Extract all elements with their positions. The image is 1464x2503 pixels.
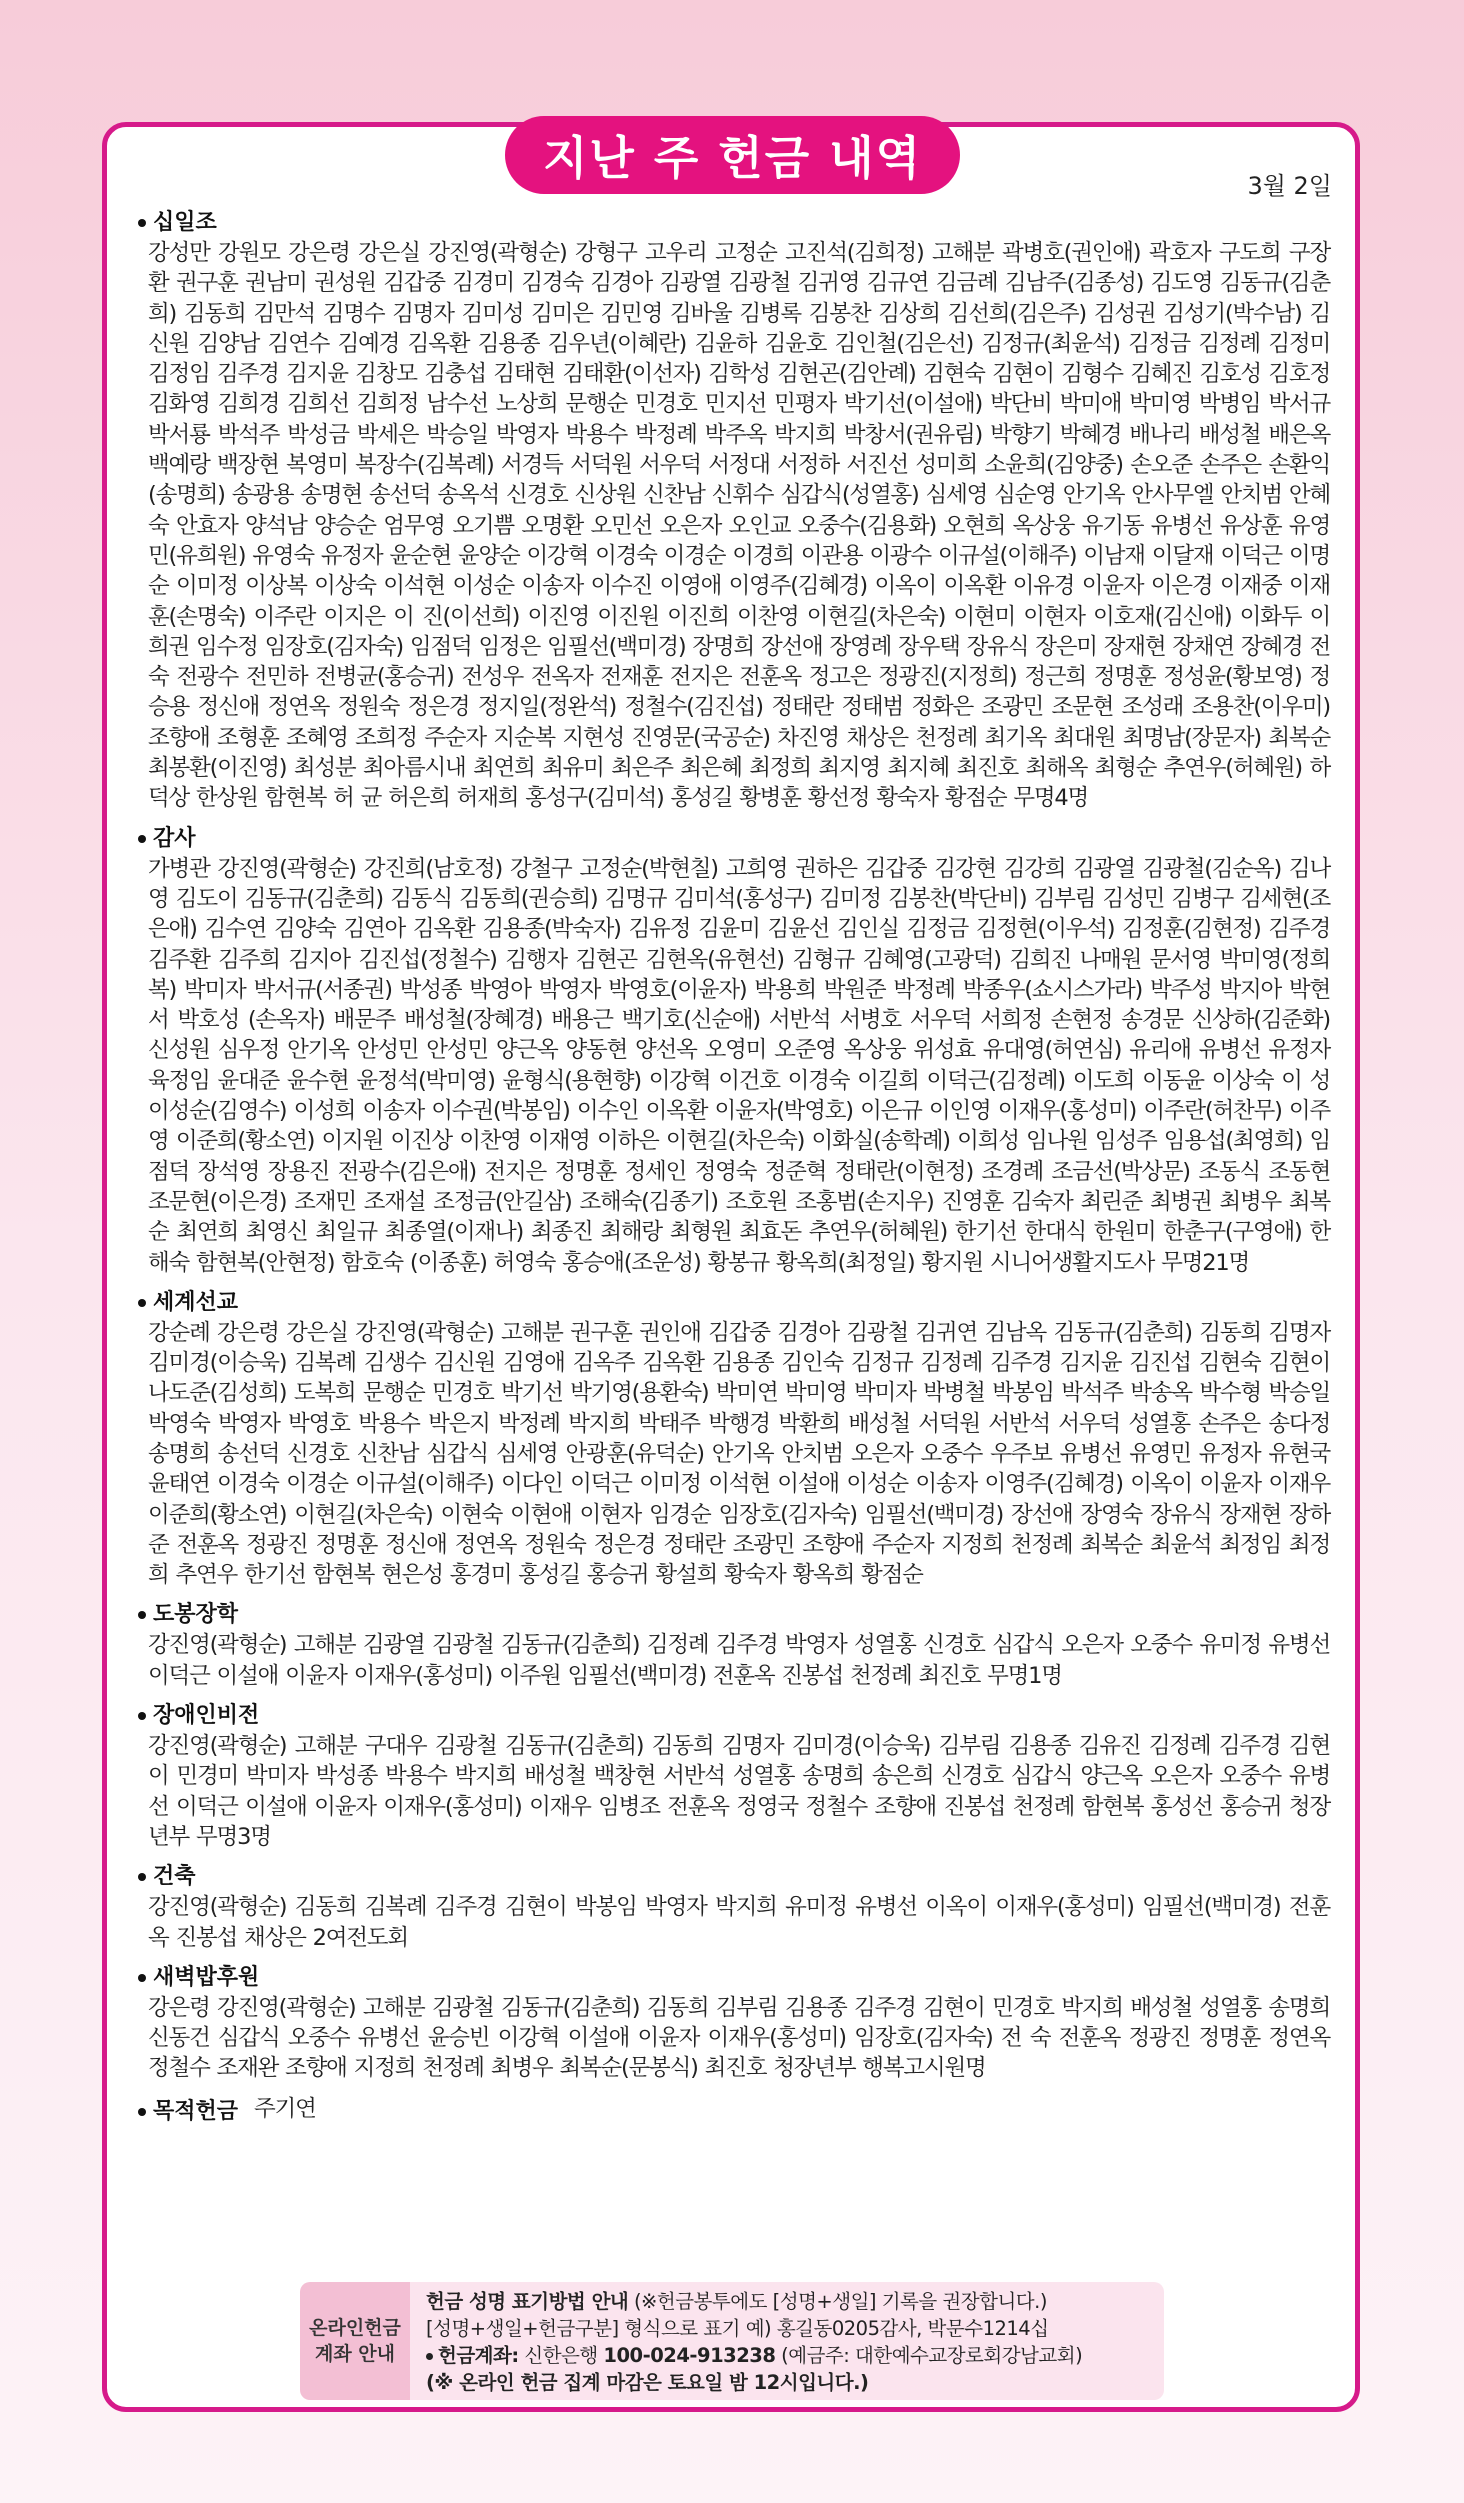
section-world-mission bbox=[138, 1288, 1330, 1591]
notice-line-1: 헌금 성명 표기방법 안내 (※헌금봉투에도 [성명+생일] 기록을 권장합니다.) bbox=[426, 2290, 1047, 2313]
bullet-icon bbox=[138, 1974, 146, 1982]
section-names: 강진영(곽형순) 김동희 김복례 김주경 김현이 박봉임 박영자 박지희 유미정 유병선 이옥이 이재우(홍성미) 임필선(백미경) 전훈옥 진봉섭 채상은 2여전도회 bbox=[148, 1894, 1330, 1951]
date-label: 3월 2일 bbox=[1247, 172, 1332, 200]
section-purpose-offering bbox=[138, 2094, 1330, 2127]
section-dawn-meal-support bbox=[138, 1963, 1330, 2084]
notice-body bbox=[410, 2282, 1164, 2400]
bullet-icon bbox=[138, 835, 146, 843]
section-title: 감사 bbox=[153, 825, 196, 851]
section-names: 강성만 강원모 강은령 강은실 강진영(곽형순) 강형구 고우리 고정순 고진석(김희정) 고해분 곽병호(권인애) 곽호자 구도희 구장환 권구훈 권남미 권성원 김갑중 김경미 김경숙 김경아 김광열 김광철 김귀영 김규연 김금례 김남주(김종성) 김도영 김동규(김춘희) 김동희 김만석 김명수 김명자 김미성 김미은 김민영 김바울 김병록 김봉찬 김상희 김선희(김은주) 김성권 김성기(박수남) 김신원 김양남 김연수 김예경 김옥환 김용종 김우년(이혜란) 김윤하 김윤호 김인철(김은선) 김정규(최윤석) 김정금 김정례 김정미 김정임 김주경 김지윤 김창모 김충섭 김태현 김태환(이선자) 김학성 김현곤(김안례) 김현숙 김현이 김형수 김혜진 김호성 김호정 김화영 김희경 김희선 김희정 남수선 노상희 문행순 민경호 민지선 민평자 박기선(이설애) 박단비 박미애 박미영 박병임 박서규 박서룡 박석주 박성금 박세은 박승일 박영자 박용수 박정례 박주옥 박지희 박창서(권유림) 박향기 박혜경 배나리 배성철 배은옥 백예랑 백장현 복영미 복장수(김복례) 서경득 서덕원 서우덕 서정대 서정하 서진선 성미희 소윤희(김양중) 손오준 손주은 손환익(송명희) 송광용 송명현 송선덕 송옥석 신경호 신상원 신찬남 신휘수 심갑식(성열홍) 심세영 심순영 안기옥 안사무엘 안치범 안혜숙 안효자 양석남 양승순 엄무영 오기쁨 오명환 오민선 오은자 오인교 오중수(김용화) 오현희 옥상웅 유기동 유병선 유상훈 유영민(유희원) 유영숙 유정자 윤순현 윤양순 이강혁 이경숙 이경순 이경희 이관용 이광수 이규설(이해주) 이남재 이달재 이덕근 이명순 이미정 이상복 이상숙 이석현 이성순 이송자 이수진 이영애 이영주(김혜경) 이옥이 이옥환 이유경 이윤자 이은경 이재중 이재훈(손명숙) 이주란 이지은 이 진(이선희) 이진영 이진원 이진희 이찬영 이현길(차은숙) 이현미 이현자 이호재(김신애) 이화두 이희권 임수정 임장호(김자숙) 임점덕 임정은 임필선(백미경) 장명희 장선애 장영례 장우택 장유식 장은미 장재현 장채연 장혜경 전 숙 전광수 전민하 전병균(홍승귀) 전성우 전옥자 전재훈 전지은 전훈옥 정고은 정광진(지정희) 정근희 정명훈 정성윤(황보영) 정승용 정신애 정연옥 정원숙 정은경 정지일(정완석) 정철수(김진섭) 정태란 정태범 정화은 조광민 조문현 조성래 조용찬(이우미) 조향애 조형훈 조혜영 조희정 주순자 지순복 지현성 진영문(국공순) 차진영 채상은 천정례 최기옥 최대원 최명남(장문자) 최복순 최봉환(이진영) 최성분 최아름시내 최연희 최유미 최은주 최은혜 최정희 최지영 최지혜 최진호 최해옥 최형순 추연우(허혜원) 하덕상 한상원 함현복 허 균 허은희 허재희 홍성구(김미석) 홍성길 황병훈 황선정 황숙자 황점순 무명4명 bbox=[148, 240, 1330, 812]
page-title: 지난 주 헌금 내역 bbox=[505, 116, 960, 194]
bullet-icon bbox=[138, 1299, 146, 1307]
online-offering-notice bbox=[300, 2282, 1164, 2400]
section-title: 장애인비전 bbox=[153, 1703, 260, 1729]
section-names: 강은령 강진영(곽형순) 고해분 김광철 김동규(김춘희) 김동희 김부림 김용종 김주경 김현이 민경호 박지희 배성철 성열홍 송명희 신동건 심갑식 오중수 유병선 윤승빈 이강혁 이설애 이윤자 이재우(홍성미) 임장호(김자숙) 전 숙 전훈옥 정광진 정명훈 정연옥 정철수 조재완 조향애 지정희 천정례 최병우 최복순(문봉식) 최진호 청장년부 행복고시원명 bbox=[148, 1994, 1330, 2082]
section-names: 강순례 강은령 강은실 강진영(곽형순) 고해분 권구훈 권인애 김갑중 김경아 김광철 김귀연 김남옥 김동규(김춘희) 김동희 김명자 김미경(이승욱) 김복례 김생수 김신원 김영애 김옥주 김옥환 김용종 김인숙 김정규 김정례 김주경 김지윤 김진섭 김현숙 김현이 나도준(김성희) 도복희 문행순 민경호 박기선 박기영(용환숙) 박미연 박미영 박미자 박병철 박봉임 박석주 박송옥 박수형 박승일 박영숙 박영자 박영호 박용수 박은지 박정례 박지희 박태주 박행경 박환희 배성철 서덕원 서반석 서우덕 성열홍 손주은 송다정 송명희 송선덕 신경호 신찬남 심갑식 심세영 안광훈(유덕순) 안기옥 안치범 오은자 오중수 우주보 유병선 유영민 유정자 유현국 윤태연 이경숙 이경순 이규설(이해주) 이다인 이덕근 이미정 이석현 이설애 이성순 이송자 이영주(김혜경) 이옥이 이윤자 이재우 이준희(황소연) 이현길(차은숙) 이현숙 이현애 이현자 임경순 임장호(김자숙) 임필선(백미경) 장선애 장영숙 장유식 장재현 장하준 전훈옥 정광진 정명훈 정신애 정연옥 정원숙 정은경 정태란 조광민 조향애 주순자 지정희 천정례 최복순 최윤석 최정임 최정희 추연우 한기선 함현복 현은성 홍경미 홍성길 홍승귀 황설희 황숙자 황옥희 황점순 bbox=[148, 1319, 1330, 1589]
section-title: 도봉장학 bbox=[153, 1602, 239, 1628]
bullet-icon bbox=[138, 1611, 146, 1619]
bullet-icon bbox=[138, 2108, 146, 2116]
section-thanksgiving bbox=[138, 824, 1330, 1278]
notice-line-4: (※ 온라인 헌금 집계 마감은 토요일 밤 12시입니다.) bbox=[426, 2371, 869, 2394]
section-title: 세계선교 bbox=[153, 1289, 239, 1315]
section-names: 강진영(곽형순) 고해분 김광열 김광철 김동규(김춘희) 김정례 김주경 박영자 성열홍 신경호 심갑식 오은자 오중수 유미정 유병선 이덕근 이설애 이윤자 이재우(홍성미) 이주원 임필선(백미경) 전훈옥 진봉섭 천정례 최진호 무명1명 bbox=[148, 1632, 1330, 1689]
notice-line-3: 헌금계좌: 신한은행 100-024-913238 (예금주: 대한예수교장로회강남교회) bbox=[426, 2342, 1148, 2369]
account-number: 100-024-913238 bbox=[603, 2344, 776, 2367]
section-title: 새벽밥후원 bbox=[153, 1964, 260, 1990]
section-names: 가병관 강진영(곽형순) 강진희(남호정) 강철구 고정순(박현칠) 고희영 권하은 김갑중 김강현 김강희 김광열 김광철(김순옥) 김나영 김도이 김동규(김춘희) 김동식 김동희(권승희) 김명규 김미석(홍성구) 김미정 김봉찬(박단비) 김부림 김성민 김병구 김세현(조은애) 김수연 김양숙 김연아 김옥환 김용종(박숙자) 김유정 김윤미 김윤선 김인실 김정금 김정현(이우석) 김정훈(김현정) 김주경 김주환 김주희 김지아 김진섭(정철수) 김행자 김현곤 김현옥(유현선) 김형규 김혜영(고광덕) 김희진 나매원 문서영 박미영(정희복) 박미자 박서규(서종권) 박성종 박영아 박영자 박영호(이윤자) 박용희 박원준 박정례 박종우(쇼시스가라) 박주성 박지아 박현서 박호성 (손옥자) 배문주 배성철(장혜경) 배용근 백기호(신순애) 서반석 서병호 서우덕 서희정 손현정 송경문 신상하(김준화) 신성원 심우정 안기옥 안성민 안성민 양근옥 양동현 양선옥 오영미 오준영 옥상웅 위성효 유대영(허연심) 유리애 유병선 유정자 육정임 윤대준 윤수현 윤정석(박미영) 윤형식(용현향) 이강혁 이건호 이경숙 이길희 이덕근(김정례) 이도희 이동윤 이상숙 이 성 이성순(김영수) 이성희 이송자 이수권(박봉임) 이수인 이옥환 이윤자(박영호) 이은규 이인영 이재우(홍성미) 이주란(허찬무) 이주영 이준희(황소연) 이지원 이진상 이찬영 이재영 이하은 이현길(차은숙) 이화실(송학례) 이희성 임나원 임성주 임용섭(최영희) 임점덕 장석영 장용진 전광수(김은애) 전지은 정명훈 정세인 정영숙 정준혁 정태란(이현정) 조경례 조금선(박상문) 조동식 조동현 조문현(이은경) 조재민 조재설 조정금(안길삼) 조해숙(김종기) 조호원 조홍범(손지우) 진영훈 김숙자 최린준 최병권 최병우 최복순 최연희 최영신 최일규 최종열(이재나) 최종진 최해랑 최형원 최효돈 추연우(허혜원) 한기선 한대식 한원미 한춘구(구영애) 한해숙 함현복(안현정) 함호숙 (이종훈) 허영숙 홍승애(조운성) 황봉규 황옥희(최정일) 황지원 시니어생활지도사 무명21명 bbox=[148, 855, 1330, 1276]
notice-label: 온라인헌금 계좌 안내 bbox=[300, 2282, 410, 2400]
bullet-icon bbox=[426, 2353, 433, 2360]
offering-list bbox=[138, 208, 1330, 2137]
section-title: 십일조 bbox=[153, 210, 217, 235]
section-disability-vision bbox=[138, 1701, 1330, 1852]
bullet-icon bbox=[138, 1712, 146, 1720]
section-dobong-scholarship bbox=[138, 1600, 1330, 1691]
section-tithe bbox=[138, 208, 1330, 814]
notice-line-2: [성명+생일+헌금구분] 형식으로 표기 예) 홍길동0205감사, 박문수1214십 bbox=[426, 2317, 1049, 2340]
bullet-icon bbox=[138, 1873, 146, 1881]
section-title: 목적헌금 bbox=[153, 2098, 239, 2124]
section-building bbox=[138, 1862, 1330, 1953]
section-names: 강진영(곽형순) 고해분 구대우 김광철 김동규(김춘희) 김동희 김명자 김미경(이승욱) 김부림 김용종 김유진 김정례 김주경 김현이 민경미 박미자 박성종 박용수 박지희 배성철 백창현 서반석 성열홍 송명희 송은희 신경호 심갑식 양근옥 오은자 오중수 유병선 이덕근 이설애 이윤자 이재우(홍성미) 이재우 임병조 전훈옥 정영국 정철수 조향애 진봉섭 천정례 함현복 홍성선 홍승귀 청장년부 무명3명 bbox=[148, 1733, 1330, 1850]
section-names: 주기연 bbox=[254, 2095, 316, 2122]
bullet-icon bbox=[138, 219, 146, 227]
section-title: 건축 bbox=[153, 1864, 196, 1890]
